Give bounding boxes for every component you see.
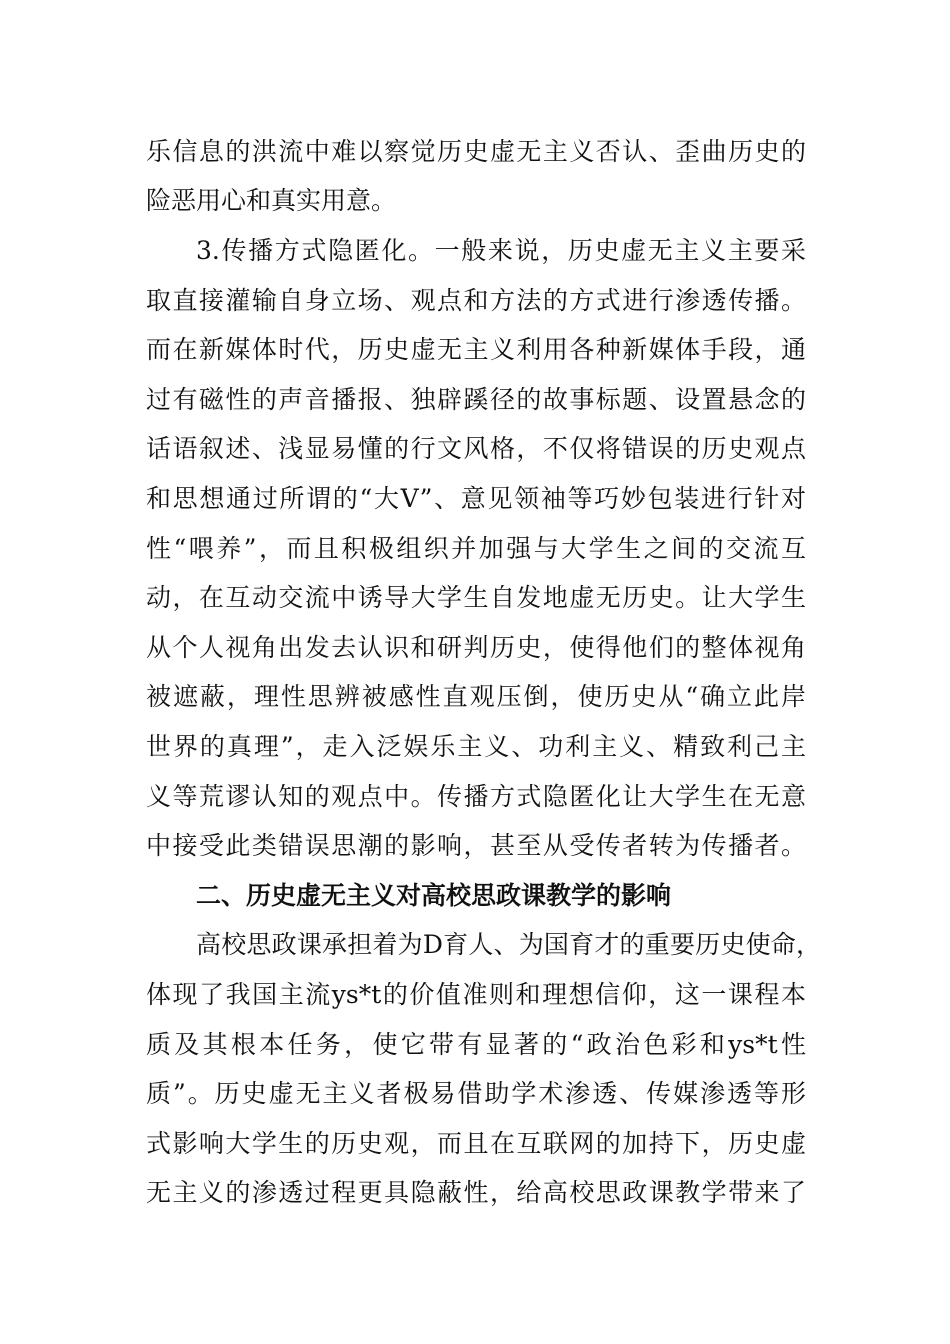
paragraph-line: 质及其根本任务，使它带有显著的“政治色彩和ys*t性 <box>146 1030 806 1059</box>
paragraph-line: 被遮蔽，理性思辨被感性直观压倒，使历史从“确立此岸 <box>146 682 806 711</box>
paragraph-line: 取直接灌输自身立场、观点和方法的方式进行渗透传播。 <box>146 286 806 315</box>
paragraph-line: 性“喂养”，而且积极组织并加强与大学生之间的交流互 <box>146 534 806 563</box>
paragraph-line: 乐信息的洪流中难以察觉历史虚无主义否认、歪曲历史的 <box>146 137 806 166</box>
paragraph-line: 从个人视角出发去认识和研判历史，使得他们的整体视角 <box>146 633 806 662</box>
paragraph-line: 而在新媒体时代，历史虚无主义利用各种新媒体手段，通 <box>146 335 806 364</box>
paragraph-line: 义等荒谬认知的观点中。传播方式隐匿化让大学生在无意 <box>146 782 806 811</box>
paragraph-line: 话语叙述、浅显易懂的行文风格，不仅将错误的历史观点 <box>146 434 806 463</box>
paragraph-line: 3.传播方式隐匿化。一般来说，历史虚无主义主要采 <box>196 236 806 265</box>
paragraph-line: 和思想通过所谓的“大V”、意见领袖等巧妙包装进行针对 <box>146 484 806 513</box>
paragraph-line: 高校思政课承担着为D育人、为国育才的重要历史使命， <box>196 930 821 959</box>
paragraph-line: 中接受此类错误思潮的影响，甚至从受传者转为传播者。 <box>146 831 806 860</box>
paragraph-line: 式影响大学生的历史观，而且在互联网的加持下，历史虚 <box>146 1129 806 1158</box>
paragraph-line: 世界的真理”，走入泛娱乐主义、功利主义、精致利己主 <box>146 732 806 761</box>
paragraph-line: 险恶用心和真实用意。 <box>146 186 397 215</box>
paragraph-line: 过有磁性的声音播报、独辟蹊径的故事标题、设置悬念的 <box>146 385 806 414</box>
paragraph-line: 体现了我国主流ys*t的价值准则和理想信仰，这一课程本 <box>146 980 806 1009</box>
paragraph-line: 动，在互动交流中诱导大学生自发地虚无历史。让大学生 <box>146 583 806 612</box>
paragraph-line: 质”。历史虚无主义者极易借助学术渗透、传媒渗透等形 <box>146 1079 806 1108</box>
paragraph-line: 无主义的渗透过程更具隐蔽性，给高校思政课教学带来了 <box>146 1178 806 1207</box>
section-heading: 二、历史虚无主义对高校思政课教学的影响 <box>196 881 672 910</box>
